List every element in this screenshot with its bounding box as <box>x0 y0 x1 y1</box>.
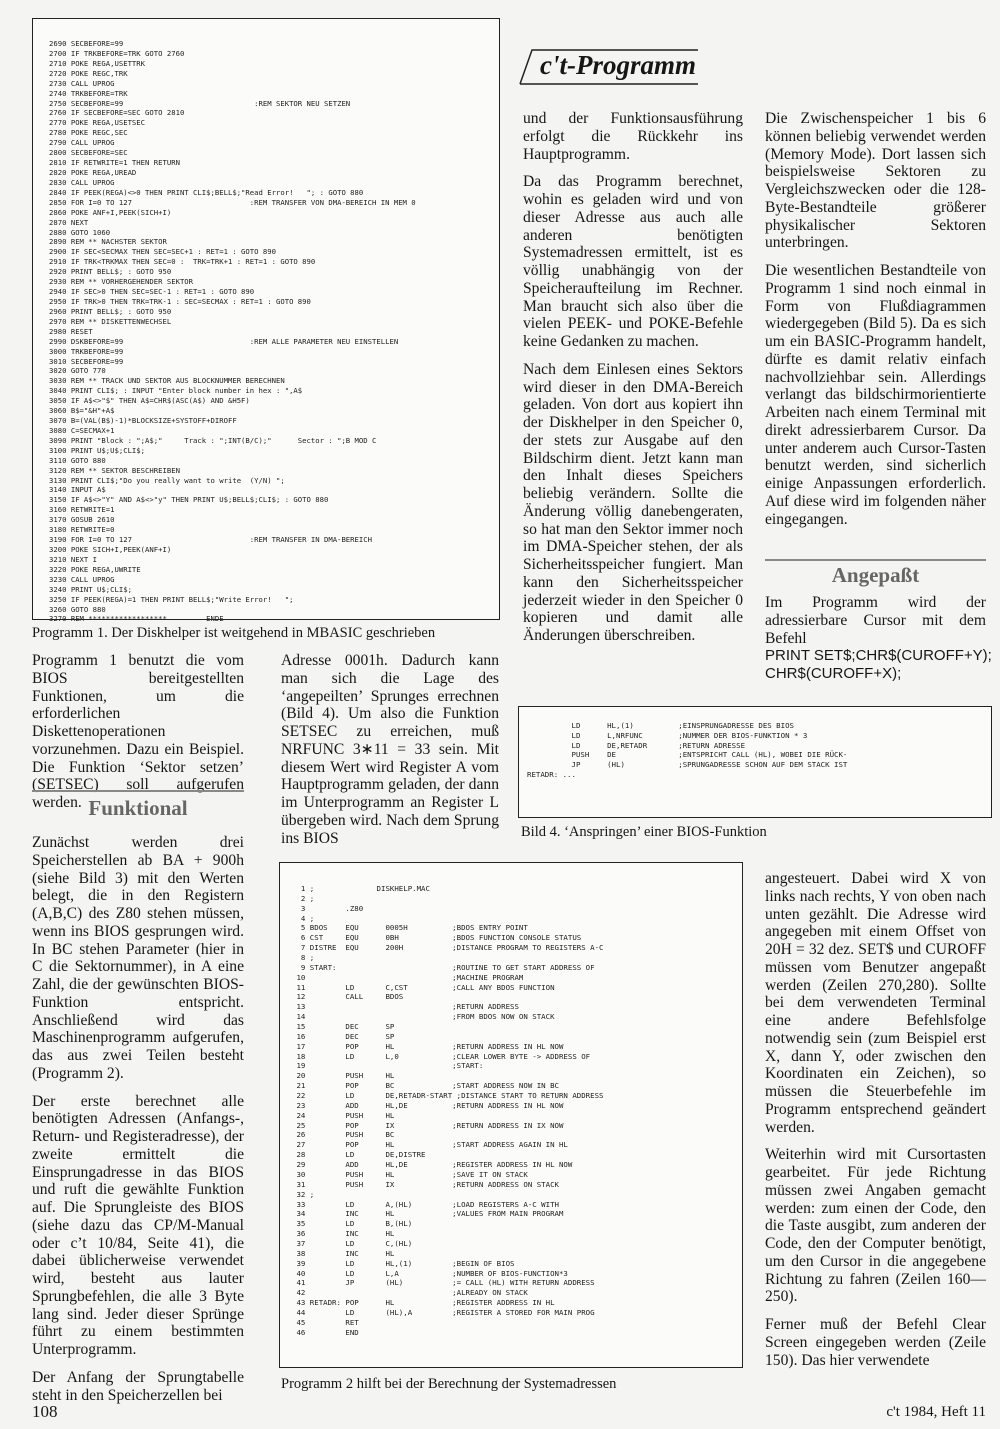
program1-listing <box>32 18 500 624</box>
col1-paragraph-4: Der Anfang der Sprungtabelle steht in den Speicherzellen bei <box>32 1368 244 1404</box>
bild4-listing <box>518 706 992 818</box>
column-1-lower <box>32 834 244 1414</box>
program2-caption: Programm 2 hilft bei der Berechnung der Systemadressen <box>281 1376 617 1392</box>
col2-paragraph-1: Adresse 0001h. Dadurch kann man sich die Lage des ‘angepeilten’ Sprunges errechnen (Bild 4). Um also die Funktion SETSEC zu erreichen, muß NRFUNC 3∗11 = 33 sein. Mit diesem Wert wird Register A vom Hauptprogramm geladen, der dann im Unterprogramm an Register L übergeben wird. Nach dem Sprung ins BIOS <box>281 652 499 847</box>
program1-code: 2690 SECBEFORE=99 2700 IF TRKBEFORE=TRK GOTO 2760 2710 POKE REGA,USETTRK 2720 POKE REGC,TRK 2730 CALL UPROG 2740 TRKBEFORE=TRK 2750 SECBEFORE=99 :REM SEKTOR NEU SETZEN 2760 IF SECBEFORE=SEC GOTO 2810 2770 POKE REGA,USETSEC 2780 POKE REGC,SEC 2790 CALL UPROG 2800 SECBEFORE=SEC 2810 IF RETWRITE=1 THEN RETURN 2820 POKE REGA,UREAD 2830 CALL UPROG 2840 IF PEEK(REGA)<>0 THEN PRINT CLI$;BELL$;"Read Error! "; : GOTO 880 2850 FOR I=0 TO 127 :REM TRANSFER VON DMA-BEREICH IN MEM 0 2860 POKE ANF+I,PEEK(SICH+I) 2870 NEXT 2880 GOTO 1060 2890 REM ** NACHSTER SEKTOR 2900 IF SEC<SECMAX THEN SEC=SEC+1 : RET=1 : GOTO 890 2910 IF TRK<TRKMAX THEN SEC=0 : TRK=TRK+1 : RET=1 : GOTO 890 2920 PRINT BELL$; : GOTO 950 2930 REM ** VORHERGEHENDER SEKTOR 2940 IF SEC>0 THEN SEC=SEC-1 : RET=1 : GOTO 890 2950 IF TRK>0 THEN TRK=TRK-1 : SEC=SECMAX : RET=1 : GOTO 890 2960 PRINT BELL$; : GOTO 950 2970 REM ** DISKETTENWECHSEL 2980 RESET 2990 DSKBEFORE=99 :REM ALLE PARAMETER NEU EINSTELLEN 3000 TRKBEFORE=99 3010 SECBEFORE=99 3020 GOTO 770 3030 REM ** TRACK UND SEKTOR AUS BLOCKNUMMER BERECHNEN 3040 PRINT CLI$; : INPUT "Enter block number in hex : ",A$ 3050 IF A$<>"$" THEN A$=CHR$(ASC(A$) AND &H5F) 3060 B$="&H"+A$ 3070 B=(VAL(B$)-1)*BLOCKSIZE+SYSTOFF+DIROFF 3080 C=SECMAX+1 3090 PRINT "Block : ";A$;" Track : ";INT(B/C);" Sector : ";B MOD C 3100 PRINT U$;U$;CLI$; 3110 GOTO 880 3120 REM ** SEKTOR BESCHREIBEN 3130 PRINT CLI$;"Do you really want to write (Y/N) "; 3140 INPUT A$ 3150 IF A$<>"Y" AND A$<>"y" THEN PRINT U$;BELL$;CLI$; : GOTO 880 3160 RETWRITE=1 3170 GOSUB 2610 3180 RETWRITE=0 3190 FOR I=0 TO 127 :REM TRANSFER IN DMA-BEREICH 3200 POKE SICH+I,PEEK(ANF+I) 3210 NEXT I 3220 POKE REGA,UWRITE 3230 CALL UPROG 3240 PRINT U$;CLI$; 3250 IF PEEK(REGA)=1 THEN PRINT BELL$;"Write Error! "; 3260 GOTO 880 3270 REM ****************** ENDE <box>49 39 416 624</box>
column-4-lower <box>765 594 992 683</box>
col1-paragraph-3: Der erste berechnet alle benötigten Adressen (Anfangs-, Return- und Registeradresse), der zweite ermittelt die Einsprungadresse in das BIOS und ruft die gewählte Funktion auf. Die Sprungleiste des BIOS (siehe dazu das CP/M-Manual oder c’t 10/84, Seite 41), die dabei üblicherweise verwendet wird, besteht aus lauter Sprungbefehlen, die alle 3 Byte lang sind. Jeder dieser Sprünge führt zu einem bestimmten Unterprogramm. <box>32 1092 244 1358</box>
page-number: 108 <box>32 1402 58 1421</box>
col3-paragraph-3: Nach dem Einlesen eines Sektors wird dieser in den DMA-Bereich geladen. Von dort aus kopiert ihn der Diskhelper in den Speicher 0, der stets zur Ausgabe auf den Bildschirm dient. Jetzt kann man den Inhalt dieses Speichers beliebig verändern. Sollte die Änderung völlig danebengeraten, so hat man den Sektor immer noch im DMA-Speicher stehen, der als Sicherheitsspeicher fungiert. Man kann den Sicherheitsspeicher jederzeit wieder in den Speicher 0 kopieren und damit alle Änderungen überschreiben. <box>523 360 743 644</box>
col3-paragraph-2: Da das Programm berechnet, wohin es geladen wird und von dieser Adresse aus auch alle anderen benötigten Systemadressen ermittelt, ist es völlig unabhängig von der Speicheraufteilung im Rechner. Man braucht sich also über die vielen PEEK- und POKE-Befehle keine Gedanken zu machen. <box>523 173 743 350</box>
col4-paragraph-2: Die wesentlichen Bestandteile von Programm 1 sind noch einmal in Form von Flußdiagrammen wiedergegeben (Bild 5). Da es sich um ein BASIC-Programm handelt, dürfte es damit relativ einfach nachvollziehbar sein. Allerdings verlangt das bildschirmorientierte Arbeiten nach einem Terminal mit direkt adressierbarem Cursor. Da unter anderem auch Cursor-Tasten benutzt werden, sind sicherlich einige Anpassungen erforderlich. Auf diese wird im folgenden näher eingegangen. <box>765 262 986 528</box>
col1-heading-rule <box>32 790 244 792</box>
col4-heading: Angepaßt <box>831 563 920 587</box>
program2-code: 1 ; DISKHELP.MAC 2 ; 3 .Z80 4 ; 5 BDOS EQU 0005H ;BDOS ENTRY POINT 6 CST EQU 0BH ;BDOS FUNCTION CONSOLE STATUS 7 DISTRE EQU 200H ;DISTANCE PROGRAM TO REGISTERS A-C 8 ; 9 START: ;ROUTINE TO GET START ADDRESS OF 10 ;MACHINE PROGRAM 11 LD C,CST ;CALL ANY BDOS FUNCTION 12 CALL BDOS 13 ;RETURN ADDRESS 14 ;FROM BDOS NOW ON STACK 15 DEC SP 16 DEC SP 17 POP HL ;RETURN ADDRESS IN HL NOW 18 LD L,0 ;CLEAR LOWER BYTE -> ADDRESS OF 19 ;START: 20 PUSH HL 21 POP BC ;START ADDRESS NOW IN BC 22 LD DE,RETADR-START ;DISTANCE START TO RETURN ADDRESS 23 ADD HL,DE ;RETURN ADDRESS IN HL NOW 24 PUSH HL 25 POP IX ;RETURN ADDRESS IN IX NOW 26 PUSH BC 27 POP HL ;START ADDRESS AGAIN IN HL 28 LD DE,DISTRE 29 ADD HL,DE ;REGISTER ADDRESS IN HL NOW 30 PUSH HL ;SAVE IT ON STACK 31 PUSH IX ;RETURN ADDRESS ON STACK 32 ; 33 LD A,(HL) ;LOAD REGISTERS A-C WITH 34 INC HL ;VALUES FROM MAIN PROGRAM 35 LD B,(HL) 36 INC HL 37 LD C,(HL) 38 INC HL 39 LD HL,(1) ;BEGIN OF BIOS 40 LD L,A ;NUMBER OF BIOS-FUNCTION*3 41 JP (HL) ;= CALL (HL) WITH RETURN ADDRESS 42 ;ALREADY ON STACK 43 RETADR: POP HL ;REGISTER ADDRESS IN HL 44 LD (HL),A ;REGISTER A STORED FOR MAIN PROG 45 RET 46 END <box>296 884 604 1337</box>
column-3 <box>523 110 743 655</box>
col4-paragraph-1: Die Zwischenspeicher 1 bis 6 können beliebig verwendet werden (Memory Mode). Dort lassen sich beispielsweise Sektoren zu Vergleichszwecken oder die 128-Byte-Bestandteile größerer physikalischer Sektoren unterbringen. <box>765 110 986 252</box>
column-4 <box>765 110 986 538</box>
col1-heading: Funktional <box>88 796 188 820</box>
bild4-code: LD HL,(1) ;EINSPRUNGADRESSE DES BIOS LD L,NRFUNC ;NUMMER DER BIOS-FUNKTION * 3 LD DE,RETADR ;RETURN ADRESSE PUSH DE ;ENTSPRICHT CALL (HL), WOBEI DIE RÜCK- JP (HL) ;SPRUNGADRESSE SCHON AUF DEM STACK IST RETADR: ... <box>527 721 848 779</box>
col3-paragraph-1: und der Funktionsausführung erfolgt die Rückkehr ins Hauptprogramm. <box>523 110 743 163</box>
column-2 <box>281 652 499 857</box>
column-5 <box>765 870 986 1379</box>
col5-paragraph-1: angesteuert. Dabei wird X von links nach rechts, Y von oben nach unten gezählt. Die Adresse wird angegeben mit einem Offset von 20H = 32 dez. SET$ und CUROFF müssen vom Benutzer angepaßt werden (Zeilen 270,280). Sollte bei dem verwendeten Terminal eine andere Befehlsfolge notwendig sein (zum Beispiel erst X, dann Y, oder zwischen den Koordinaten ein Zeichen), so müssen die Steuerbefehle im Programm entsprechend geändert werden. <box>765 870 986 1136</box>
program1-caption: Programm 1. Der Diskhelper ist weitgehend in MBASIC geschrieben <box>32 625 436 641</box>
col5-paragraph-3: Ferner muß der Befehl Clear Screen eingegeben werden (Zeile 150). Das hier verwendete <box>765 1316 986 1369</box>
issue-label: c't 1984, Heft 11 <box>886 1404 986 1420</box>
ct-program-label-box <box>512 44 704 88</box>
col1-paragraph-1: Programm 1 benutzt die vom BIOS bereitgestellten Funktionen, um die erforderlichen Diskettenoperationen vorzunehmen. Dazu ein Beispiel. Die Funktion ‘Sektor setzen’ (SETSEC) soll aufgerufen werden. <box>32 652 244 811</box>
program2-listing <box>279 862 743 1368</box>
col1-paragraph-2: Zunächst werden drei Speicherstellen ab BA + 900h (siehe Bild 3) mit den Werten belegt, die in den Registern (A,B,C) des Z80 stehen müssen, wenn ins BIOS gesprungen wird. In BC stehen Parameter (hier in C die Sektornummer), in A eine Zahl, die der gewünschten BIOS-Funktion entspricht. Anschließend wird das Maschinenprogramm aufgerufen, das aus zwei Teilen besteht (Programm 2). <box>32 834 244 1082</box>
ct-program-label: c't-Programm <box>540 50 696 80</box>
col4-paragraph-3: Im Programm wird der adressierbare Cursor mit dem Befehl <box>765 594 986 647</box>
bild4-caption: Bild 4. ‘Anspringen’ einer BIOS-Funktion <box>521 824 767 840</box>
col4-cursor-command: PRINT SET$;CHR$(CUROFF+Y); CHR$(CUROFF+X); <box>765 647 992 683</box>
col4-heading-rule <box>765 559 986 561</box>
col5-paragraph-2: Weiterhin wird mit Cursortasten gearbeitet. Für jede Richtung müssen zwei Angaben gemacht werden: zum einen der Code, den die Taste ausgibt, zum anderen der Code, den der Computer benötigt, um den Cursor in die angegebene Richtung zu fahren (Zeilen 160—250). <box>765 1146 986 1306</box>
